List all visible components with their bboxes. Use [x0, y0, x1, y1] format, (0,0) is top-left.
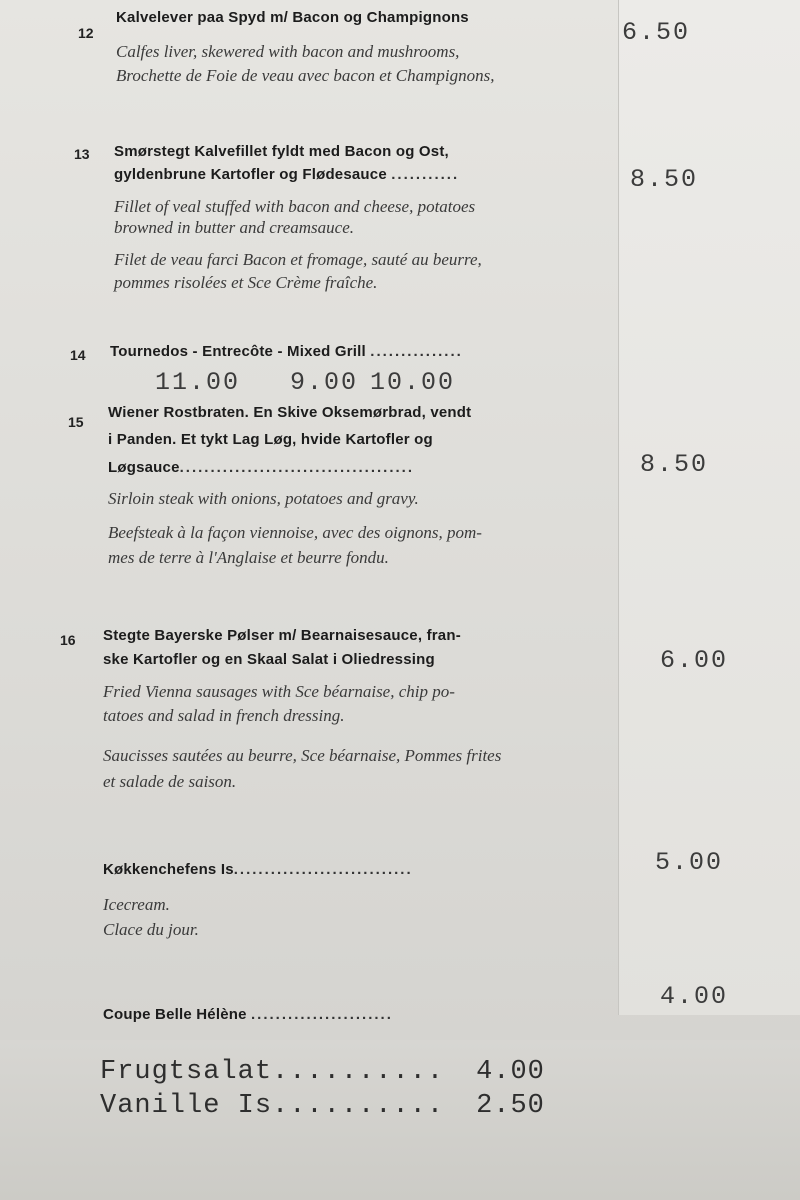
item-english: Calfes liver, skewered with bacon and mushrooms, — [116, 42, 460, 61]
item-english: Sirloin steak with onions, potatoes and gravy. — [108, 489, 419, 508]
item-price: 11.00 — [155, 368, 241, 397]
typed-item: Vanille Is.......... 2.50 — [100, 1091, 545, 1121]
item-english-line: browned in butter and creamsauce. — [114, 218, 355, 237]
dessert-english: Icecream. — [103, 895, 170, 914]
item-number: 16 — [60, 632, 76, 648]
item-number: 12 — [78, 25, 94, 41]
item-title-line: ske Kartofler og en Skaal Salat i Oliedressing — [103, 651, 435, 668]
typed-item: Frugtsalat.......... 4.00 — [100, 1057, 545, 1087]
item-price: 9.00 — [290, 368, 359, 397]
item-french: Filet de veau farci Bacon et fromage, sauté au beurre, — [114, 250, 482, 269]
item-french-line: mes de terre à l'Anglaise et beurre fondu. — [108, 548, 389, 567]
dessert-price: 4.00 — [660, 982, 729, 1011]
item-title-line: Løgsauce...................................... — [108, 459, 414, 476]
item-french-line: pommes risolées et Sce Crème fraîche. — [114, 273, 378, 292]
item-title: Stegte Bayerske Pølser m/ Bearnaisesauce, fran- — [103, 627, 461, 644]
item-title-line: i Panden. Et tykt Lag Løg, hvide Kartofler og — [108, 431, 433, 448]
item-title-line: gyldenbrune Kartofler og Flødesauce ........... — [114, 166, 460, 183]
item-french: Saucisses sautées au beurre, Sce béarnaise, Pommes frites — [103, 746, 502, 765]
item-number: 14 — [70, 347, 86, 363]
item-english: Fried Vienna sausages with Sce béarnaise, chip po- — [103, 682, 455, 701]
item-price: 10.00 — [370, 368, 456, 397]
dessert-price: 5.00 — [655, 848, 724, 877]
item-title: Smørstegt Kalvefillet fyldt med Bacon og Ost, — [114, 143, 449, 160]
item-price: 6.00 — [660, 646, 729, 675]
item-french: Brochette de Foie de veau avec bacon et Champignons, — [116, 66, 495, 85]
dessert-french: Clace du jour. — [103, 920, 199, 939]
item-title: Wiener Rostbraten. En Skive Oksemørbrad, vendt — [108, 404, 472, 421]
item-title-line: Tournedos - Entrecôte - Mixed Grill ............... — [110, 343, 463, 360]
item-price: 8.50 — [640, 450, 709, 479]
item-price: 6.50 — [622, 18, 691, 47]
dessert-title-line: Coupe Belle Hélène ....................... — [103, 1006, 393, 1023]
item-number: 13 — [74, 146, 90, 162]
item-title: Kalvelever paa Spyd m/ Bacon og Champignons — [116, 9, 469, 26]
item-price: 8.50 — [630, 165, 699, 194]
item-number: 15 — [68, 414, 84, 430]
dessert-title-line: Køkkenchefens Is............................. — [103, 861, 413, 878]
item-english-line: tatoes and salad in french dressing. — [103, 706, 345, 725]
item-french: Beefsteak à la façon viennoise, avec des oignons, pom- — [108, 523, 482, 542]
item-french-line: et salade de saison. — [103, 772, 237, 791]
item-english: Fillet of veal stuffed with bacon and cheese, potatoes — [114, 197, 476, 216]
